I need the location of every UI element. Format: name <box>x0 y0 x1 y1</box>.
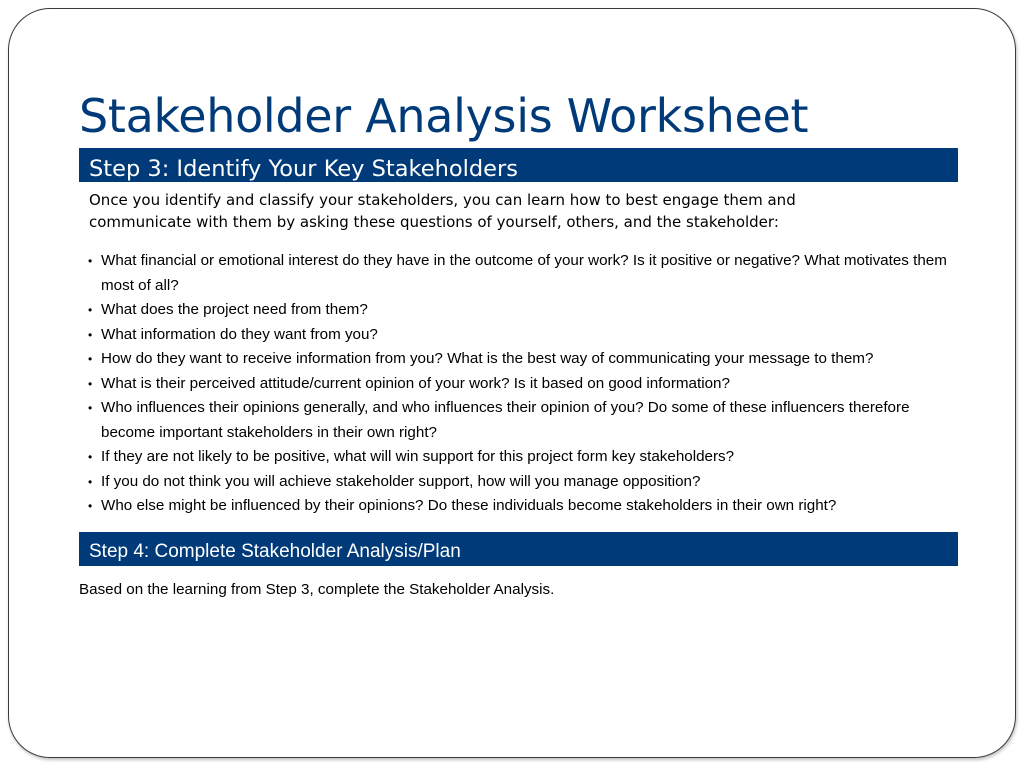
bullet-text: Who influences their opinions generally, and who influences their opinion of you? Do some of these influencers therefore become important stakeholders in their own right? <box>101 399 910 441</box>
bullet-dot-icon: • <box>88 327 93 342</box>
bullet-item <box>87 298 967 323</box>
bullet-text: What information do they want from you? <box>101 325 378 343</box>
step4-heading: Step 4: Complete Stakeholder Analysis/Plan <box>89 541 461 562</box>
bullet-text: What does the project need from them? <box>101 301 368 318</box>
bullet-dot-icon: • <box>88 376 93 391</box>
bullet-text: What is their perceived attitude/current opinion of your work? Is it based on good information? <box>101 374 730 392</box>
bullet-text: Who else might be influenced by their opinions? Do these individuals become stakeholders in their own right? <box>101 497 837 514</box>
step4-heading-band <box>79 532 958 566</box>
bullet-text: How do they want to receive information from you? What is the best way of communicating your message to them? <box>101 350 874 367</box>
bullet-dot-icon: • <box>88 450 93 464</box>
bullet-text: What financial or emotional interest do they have in the outcome of your work? Is it positive or negative? What motivates them most of all? <box>101 252 947 294</box>
slide-title: Stakeholder Analysis Worksheet <box>79 89 809 143</box>
bullet-text: If they are not likely to be positive, what will win support for this project form key stakeholders? <box>101 448 735 465</box>
step4-text: Based on the learning from Step 3, complete the Stakeholder Analysis. <box>79 581 555 598</box>
step3-bullet-area <box>87 249 967 532</box>
bullet-item <box>87 470 967 495</box>
bullet-item <box>87 249 967 298</box>
slide <box>8 8 1016 758</box>
bullet-item <box>87 445 967 470</box>
bullet-dot-icon: • <box>88 303 93 317</box>
bullet-item <box>87 347 967 372</box>
step3-intro: Once you identify and classify your stakeholders, you can learn how to best engage them and communicate with them by asking these questions of yourself, others, and the stakeholder: <box>89 191 796 231</box>
bullet-dot-icon: • <box>88 254 93 268</box>
step3-bullet-list <box>87 249 967 519</box>
step3-heading-band <box>79 148 958 182</box>
step3-heading: Step 3: Identify Your Key Stakeholders <box>89 156 518 182</box>
bullet-dot-icon: • <box>88 352 93 366</box>
bullet-dot-icon: • <box>88 474 93 489</box>
bullet-item <box>87 396 967 445</box>
bullet-dot-icon: • <box>88 401 93 415</box>
bullet-dot-icon: • <box>88 499 93 513</box>
bullet-item <box>87 494 967 519</box>
bullet-text: If you do not think you will achieve stakeholder support, how will you manage opposition? <box>101 472 701 490</box>
bullet-item <box>87 323 967 348</box>
bullet-item <box>87 372 967 397</box>
